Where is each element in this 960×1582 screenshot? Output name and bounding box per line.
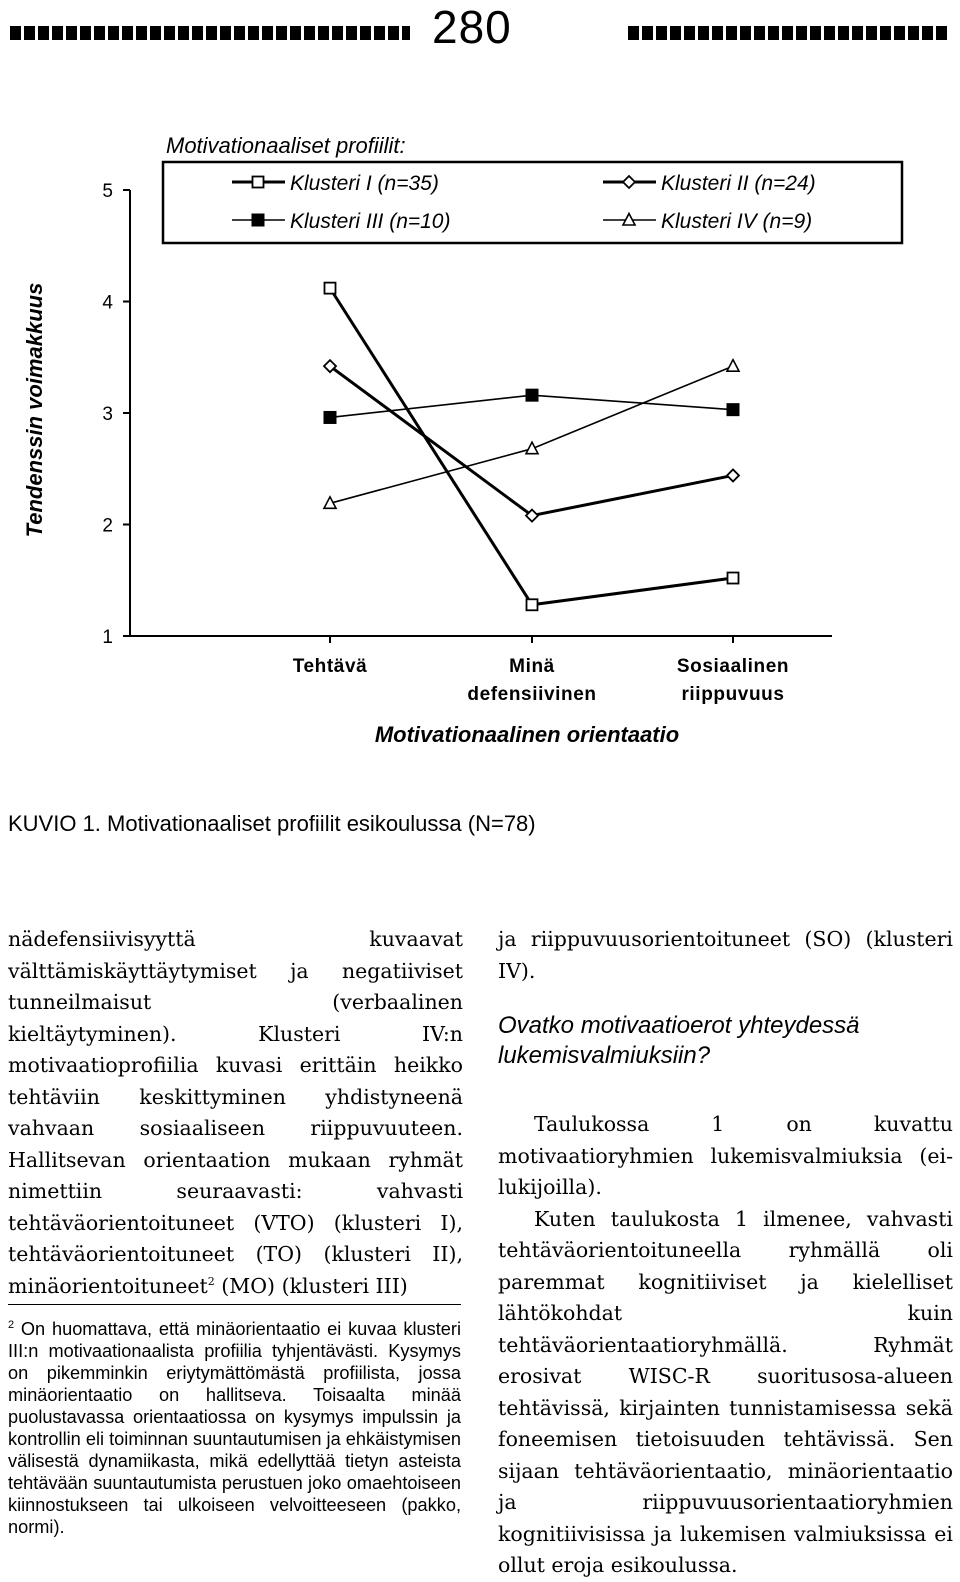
figure-caption: KUVIO 1. Motivationaaliset profiilit esikoulussa (N=78) — [8, 811, 536, 836]
y-tick-label-5: 5 — [102, 181, 113, 202]
running-header-left-mark — [10, 26, 410, 40]
legend-series-2-label: Klusteri II (n=24) — [661, 172, 816, 195]
right-column — [498, 924, 953, 1582]
footnote — [8, 1318, 461, 1538]
right-paragraph-2: Taulukossa 1 on kuvattu motivaatioryhmien lukemisvalmiuksia (ei-lukijoilla). — [498, 1112, 953, 1199]
x-tick-label-min-defensiivinen-line-1: Minä — [509, 656, 555, 677]
series-1-point-2 — [527, 599, 538, 610]
series-3-point-3 — [727, 404, 739, 416]
section-heading: Ovatko motivaatioerot yhteydessä lukemisvalmiuksiin? — [498, 1012, 860, 1069]
left-column — [8, 924, 463, 1302]
legend-series-1-marker — [253, 177, 264, 188]
x-tick-label-sosiaalinen-riippuvuus-line-1: Sosiaalinen — [676, 656, 790, 677]
series-3-point-2 — [526, 389, 538, 401]
x-tick-label-teht-v: Tehtävä — [292, 656, 368, 677]
left-paragraph-tail: (MO) (klusteri III) — [214, 1273, 408, 1298]
legend-title: Motivationaaliset profiilit: — [166, 133, 406, 158]
legend-series-3-label: Klusteri III (n=10) — [290, 210, 451, 233]
y-tick-label-1: 1 — [102, 627, 113, 648]
series-1-point-1 — [325, 283, 336, 294]
footnote-reference: 2 — [207, 1274, 215, 1288]
left-paragraph — [8, 924, 463, 1302]
y-tick-label-3: 3 — [102, 404, 113, 425]
y-tick-label-4: 4 — [102, 292, 113, 314]
series-4-line — [330, 366, 733, 503]
series-3-point-1 — [324, 411, 336, 423]
series-4-point-2 — [526, 442, 538, 454]
legend-series-4-label: Klusteri IV (n=9) — [661, 210, 813, 233]
series-2-line — [330, 366, 733, 515]
series-4-point-3 — [727, 360, 739, 372]
legend-series-1-label: Klusteri I (n=35) — [290, 172, 439, 195]
x-tick-label-min-defensiivinen-line-2: defensiivinen — [467, 684, 597, 705]
series-2-point-3 — [727, 469, 739, 481]
running-header — [0, 0, 960, 52]
y-tick-label-2: 2 — [102, 515, 113, 537]
footnote-divider — [8, 1304, 461, 1305]
y-axis-title: Tendenssin voimakkuus — [22, 282, 47, 538]
legend-series-3-marker — [252, 214, 264, 226]
right-paragraph-3: Kuten taulukosta 1 ilmenee, vahvasti tehtäväorientoituneella ryhmällä oli paremmat kognitiiviset ja kielelliset lähtökohdat kuin tehtäväorientaatioryhmällä. Ryhmät erosivat WISC-R suoritusosa-alueen tehtävissä, kirjainten tunnistamisessa sekä foneemisen tietoisuuden tehtävissä. Sen sijaan tehtäväorientaatio, minäorientaatio ja riippuvuusorientaatioryhmien kognitiivisissa ja lukemisen valmiuksissa ei ollut eroja esikoulussa. — [498, 1206, 953, 1577]
left-paragraph-text: nädefensiivisyyttä kuvaavat välttämiskäyttäytymiset ja negatiiviset tunneilmaisut (verbaalinen kieltäytyminen). Klusteri IV:n motivaatioprofiilia kuvasi erittäin heikko tehtäviin keskittyminen yhdistyneenä vahvaan sosiaaliseen riippuvuuteen. Hallitsevan orientaation mukaan ryhmät nimettiin seuraavasti: vahvasti tehtäväorientoituneet (VTO) (klusteri I), tehtäväorientoituneet (TO) (klusteri II), minäorientoituneet — [8, 927, 463, 1298]
series-1-point-3 — [728, 573, 739, 584]
page-number: 280 — [432, 1, 512, 53]
right-paragraph-1: ja riippuvuusorientoituneet (SO) (klusteri IV). — [498, 927, 953, 983]
footnote-text: On huomattava, että minäorientaatio ei kuvaa klusteri III:n motivaationaalista profiilia tyhjentävästi. Kysymys on pikemminkin eriytymättömästä profiilista, jossa minäorientaatio on hallitseva. Toisaalta minää puolustavassa orientaatiossa on kysymys impulssin ja kontrollin eli toiminnan suuntautumisen ja ehkäistymisen välisestä dynamiikasta, mikä edellyttää tietyn asteista tehtävään suuntautumista perustuen joko omaehtoiseen kiinnostukseen tai ulkoiseen velvoitteeseen (pakko, normi). — [8, 1319, 461, 1537]
x-axis-title: Motivationaalinen orientaatio — [374, 722, 680, 747]
running-header-right-mark — [628, 26, 950, 40]
footnote-mark: 2 — [8, 1318, 15, 1331]
x-tick-label-sosiaalinen-riippuvuus-line-2: riippuvuus — [681, 684, 785, 705]
line-chart — [0, 120, 960, 760]
